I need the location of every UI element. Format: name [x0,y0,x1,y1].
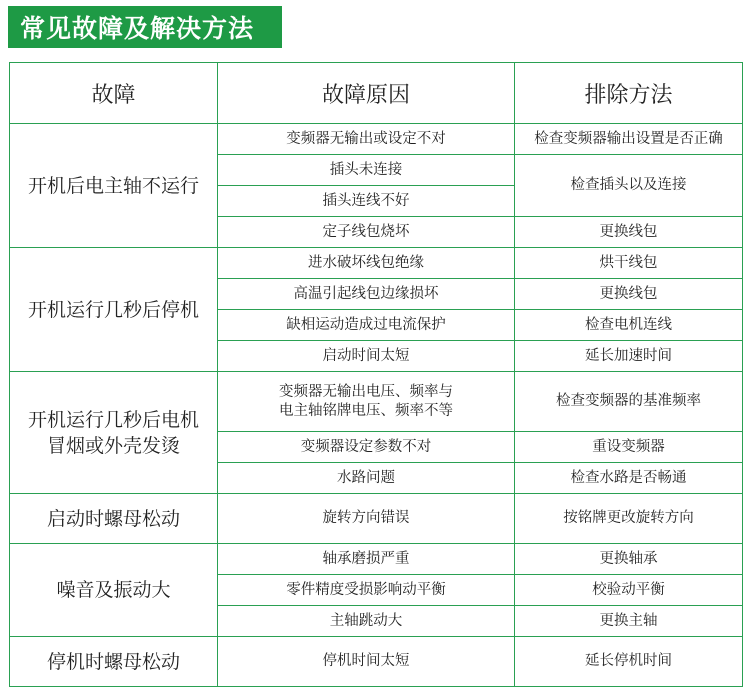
remedy-cell: 检查变频器输出设置是否正确 [515,124,743,155]
remedy-cell: 延长加速时间 [515,341,743,372]
table-row [10,494,743,544]
table-header-row [10,63,743,124]
fault-line: 冒烟或外壳发烫 [46,434,180,457]
remedy-cell: 按铭牌更改旋转方向 [515,494,743,544]
fault-table [9,62,743,687]
remedy-cell: 检查电机连线 [515,310,743,341]
table-row [10,544,743,575]
remedy-cell: 检查变频器的基准频率 [515,372,743,432]
cause-cell: 定子线包烧坏 [218,217,515,248]
fault-cell: 停机时螺母松动 [10,637,218,687]
cause-cell: 水路问题 [218,463,515,494]
remedy-cell: 检查插头以及连接 [515,155,743,217]
fault-line: 开机运行几秒后电机 [27,408,199,431]
table-row [10,372,743,432]
cause-cell: 零件精度受损影响动平衡 [218,575,515,606]
cause-line: 电主轴铭牌电压、频率不等 [279,402,453,419]
cause-cell [218,372,515,432]
fault-cell: 启动时螺母松动 [10,494,218,544]
remedy-cell: 重设变频器 [515,432,743,463]
fault-cell: 开机运行几秒后停机 [10,248,218,372]
cause-cell: 启动时间太短 [218,341,515,372]
remedy-cell: 延长停机时间 [515,637,743,687]
fault-cell: 噪音及振动大 [10,544,218,637]
cause-cell: 轴承磨损严重 [218,544,515,575]
cause-cell: 进水破坏线包绝缘 [218,248,515,279]
remedy-cell: 烘干线包 [515,248,743,279]
cause-cell: 主轴跳动大 [218,606,515,637]
header-remedy: 排除方法 [515,63,743,124]
table-row [10,248,743,279]
cause-cell: 旋转方向错误 [218,494,515,544]
remedy-cell: 更换主轴 [515,606,743,637]
cause-cell: 变频器设定参数不对 [218,432,515,463]
remedy-cell: 更换线包 [515,279,743,310]
header-cause: 故障原因 [218,63,515,124]
page-title: 常见故障及解决方法 [8,6,282,48]
fault-cell: 开机后电主轴不运行 [10,124,218,248]
remedy-cell: 更换轴承 [515,544,743,575]
remedy-cell: 校验动平衡 [515,575,743,606]
cause-cell: 高温引起线包边缘损坏 [218,279,515,310]
fault-cell [10,372,218,494]
table-row [10,124,743,155]
cause-cell: 插头连线不好 [218,186,515,217]
cause-cell: 变频器无输出或设定不对 [218,124,515,155]
header-fault: 故障 [10,63,218,124]
cause-line: 变频器无输出电压、频率与 [279,383,453,400]
table-row [10,637,743,687]
remedy-cell: 更换线包 [515,217,743,248]
cause-cell: 缺相运动造成过电流保护 [218,310,515,341]
cause-cell: 插头未连接 [218,155,515,186]
remedy-cell: 检查水路是否畅通 [515,463,743,494]
cause-cell: 停机时间太短 [218,637,515,687]
